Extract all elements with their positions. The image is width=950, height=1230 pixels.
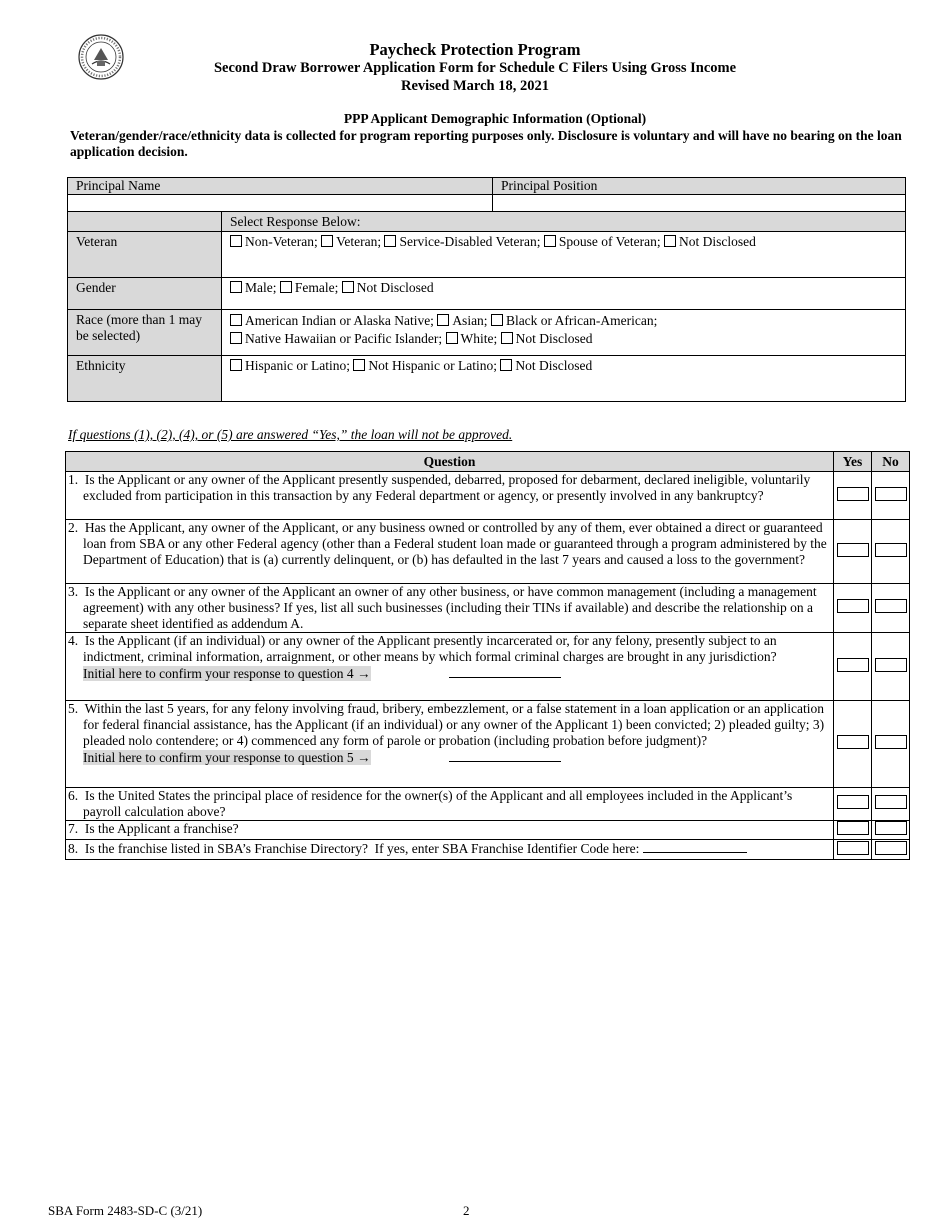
q1-yes-box[interactable]	[837, 487, 869, 501]
q8-no-box[interactable]	[875, 841, 907, 855]
checkbox[interactable]	[230, 332, 242, 344]
veteran-options	[222, 232, 906, 278]
q7-yes-box[interactable]	[837, 821, 869, 835]
checkbox[interactable]	[353, 359, 365, 371]
option-label: American Indian or Alaska Native;	[245, 313, 434, 328]
checkbox[interactable]	[446, 332, 458, 344]
q5-no-cell	[872, 701, 910, 788]
question-5: 5. Within the last 5 years, for any felony involving fraud, bribery, embezzlement, or a false statement in a loan application or an application for federal financial assistance, has the Applicant (if an individual) or any owner of the Applicant 1) been convicted; 2) pleaded guilty; 3) pleaded nolo contendere; or 4) commenced any form of parole or probation (including probation before judgment)?	[68, 701, 825, 748]
q4-yes-cell	[834, 633, 872, 701]
principal-position-label: Principal Position	[493, 178, 906, 195]
option-label: Male;	[245, 280, 277, 295]
option-label: Veteran;	[336, 234, 382, 249]
checkbox[interactable]	[500, 359, 512, 371]
revision-date: Revised March 18, 2021	[401, 78, 549, 94]
checkbox[interactable]	[230, 314, 242, 326]
q6-no-cell	[872, 788, 910, 821]
option-label: Not Hispanic or Latino;	[368, 358, 497, 373]
question-8: 8. Is the franchise listed in SBA’s Franchise Directory? If yes, enter SBA Franchise Identifier Code here:	[68, 841, 640, 856]
option-label: Non-Veteran;	[245, 234, 318, 249]
option-label: Spouse of Veteran;	[558, 234, 661, 249]
question-4: 4. Is the Applicant (if an individual) or any owner of the Applicant presently incarcerated or, for any felony, presently subject to an indictment, criminal information, arraignment, or other means by which formal criminal charges are brought in any jurisdiction?	[68, 633, 777, 664]
q8-yes-box[interactable]	[837, 841, 869, 855]
checkbox[interactable]	[230, 235, 242, 247]
form-title: Paycheck Protection Program	[369, 40, 581, 59]
questions-table	[65, 451, 910, 860]
demographics-table	[67, 177, 906, 402]
option-label: Black or African-American;	[505, 313, 658, 328]
principal-position-field[interactable]	[493, 195, 906, 212]
q5-yes-box[interactable]	[837, 735, 869, 749]
checkbox[interactable]	[501, 332, 513, 344]
question-6: 6. Is the United States the principal place of residence for the owner(s) of the Applicant and all employees included in the Applicant’s payroll calculation above?	[66, 788, 834, 821]
checkbox[interactable]	[280, 281, 292, 293]
q5-no-box[interactable]	[875, 735, 907, 749]
q3-no-box[interactable]	[875, 599, 907, 613]
option-label: Female;	[294, 280, 339, 295]
q4-initial-field[interactable]	[449, 665, 561, 678]
option-label: Native Hawaiian or Pacific Islander;	[245, 331, 443, 346]
checkbox[interactable]	[437, 314, 449, 326]
q5-initial-prompt: Initial here to confirm your response to question 5 →	[83, 750, 371, 765]
q1-no-cell	[872, 472, 910, 520]
option-label: Not Disclosed	[356, 280, 434, 295]
q1-yes-cell	[834, 472, 872, 520]
q2-no-cell	[872, 520, 910, 584]
q2-no-box[interactable]	[875, 543, 907, 557]
q1-no-box[interactable]	[875, 487, 907, 501]
q3-yes-cell	[834, 584, 872, 633]
q6-yes-cell	[834, 788, 872, 821]
option-label: Hispanic or Latino;	[245, 358, 350, 373]
option-label: Service-Disabled Veteran;	[399, 234, 541, 249]
q5-initial-field[interactable]	[449, 749, 561, 762]
page-number: 2	[463, 1203, 470, 1218]
checkbox[interactable]	[321, 235, 333, 247]
veteran-label: Veteran	[68, 232, 222, 278]
q3-yes-box[interactable]	[837, 599, 869, 613]
question-1: 1. Is the Applicant or any owner of the Applicant presently suspended, debarred, proposed for debarment, declared ineligible, voluntarily excluded from participation in this transaction by any Federal department or agency, or presently involved in any bankruptcy?	[66, 472, 834, 520]
option-label: White;	[460, 331, 498, 346]
race-label: Race (more than 1 may be selected)	[68, 310, 222, 356]
q7-yes-cell	[834, 821, 872, 840]
q8-yes-cell	[834, 840, 872, 860]
checkbox[interactable]	[342, 281, 354, 293]
question-2: 2. Has the Applicant, any owner of the Applicant, or any business owned or controlled by any of them, ever obtained a direct or guaranteed loan from SBA or any other Federal agency (other than a Federal student loan made or guaranteed through a program administered by the Department of Education) that is (a) currently delinquent, or (b) has defaulted in the last 7 years and caused a loss to the government?	[66, 520, 834, 584]
no-column-header: No	[872, 452, 910, 472]
question-column-header: Question	[66, 452, 834, 472]
q4-initial-prompt: Initial here to confirm your response to question 4 →	[83, 666, 371, 681]
checkbox[interactable]	[384, 235, 396, 247]
q6-yes-box[interactable]	[837, 795, 869, 809]
q2-yes-cell	[834, 520, 872, 584]
demographics-note: Veteran/gender/race/ethnicity data is collected for program reporting purposes only. Disclosure is voluntary and will have no bearing on the loan application decision.	[70, 128, 902, 159]
option-label: Not Disclosed	[515, 358, 593, 373]
q7-no-box[interactable]	[875, 821, 907, 835]
q5-yes-cell	[834, 701, 872, 788]
q8-no-cell	[872, 840, 910, 860]
q2-yes-box[interactable]	[837, 543, 869, 557]
checkbox[interactable]	[230, 359, 242, 371]
checkbox[interactable]	[544, 235, 556, 247]
q4-no-cell	[872, 633, 910, 701]
form-subtitle: Second Draw Borrower Application Form for Schedule C Filers Using Gross Income	[213, 60, 737, 76]
principal-name-label: Principal Name	[68, 178, 493, 195]
principal-name-field[interactable]	[68, 195, 493, 212]
option-label: Asian;	[452, 313, 488, 328]
option-label: Not Disclosed	[679, 234, 756, 249]
q4-yes-box[interactable]	[837, 658, 869, 672]
question-3: 3. Is the Applicant or any owner of the Applicant an owner of any other business, or have common management (including a management agreement) with any other business? If yes, list all such businesses (including their TINs if available) and describe the relationship on a separate sheet identified as addendum A.	[66, 584, 834, 633]
question-8-cell	[66, 840, 834, 860]
blank-header-cell	[68, 212, 222, 232]
checkbox[interactable]	[230, 281, 242, 293]
q6-no-box[interactable]	[875, 795, 907, 809]
q4-no-box[interactable]	[875, 658, 907, 672]
gender-label: Gender	[68, 278, 222, 310]
franchise-code-field[interactable]	[643, 840, 747, 853]
question-7: 7. Is the Applicant a franchise?	[66, 821, 834, 840]
approval-warning: If questions (1), (2), (4), or (5) are answered “Yes,” the loan will not be approved.	[68, 427, 513, 442]
race-options	[222, 310, 906, 356]
ethnicity-label: Ethnicity	[68, 356, 222, 402]
yes-column-header: Yes	[834, 452, 872, 472]
form-number: SBA Form 2483-SD-C (3/21)	[48, 1203, 203, 1218]
q3-no-cell	[872, 584, 910, 633]
q7-no-cell	[872, 821, 910, 840]
question-5-cell	[66, 701, 834, 788]
option-label: Not Disclosed	[515, 331, 593, 346]
question-4-cell	[66, 633, 834, 701]
checkbox[interactable]	[664, 235, 676, 247]
demographics-title: PPP Applicant Demographic Information (Optional)	[343, 111, 647, 126]
checkbox[interactable]	[491, 314, 503, 326]
gender-options	[222, 278, 906, 310]
ethnicity-options	[222, 356, 906, 402]
select-response-label: Select Response Below:	[222, 212, 906, 232]
